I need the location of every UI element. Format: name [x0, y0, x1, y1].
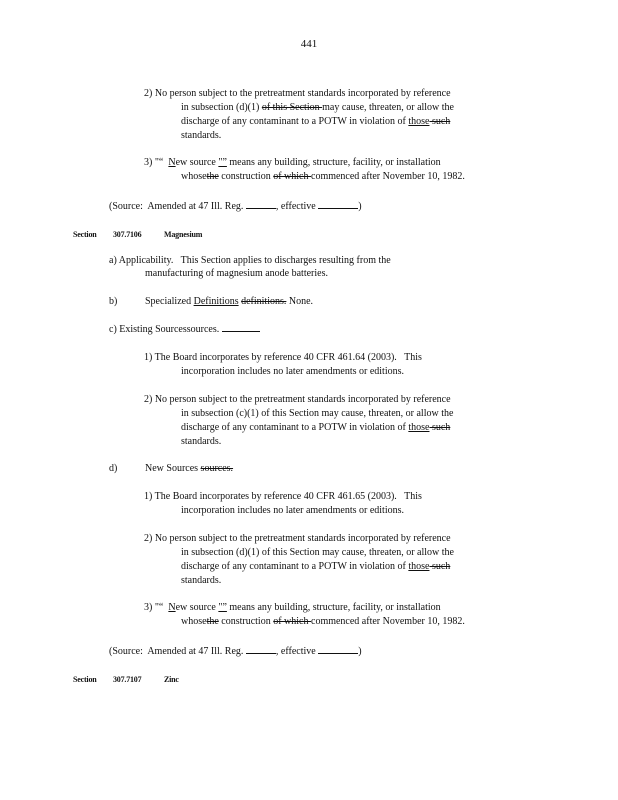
reg-blank: [246, 199, 276, 209]
d3-line-2: whosethe construction of which commenced after November 10, 1982.: [181, 616, 465, 627]
c2-line-2: in subsection (c)(1) of this Section may cause, threaten, or allow the: [181, 408, 454, 419]
item-3-line-2: whosethe construction of which commenced after November 10, 1982.: [181, 171, 465, 182]
item-2-line-2: in subsection (d)(1) of this Section may cause, threaten, or allow the: [181, 102, 454, 113]
d2-line-1: 2) No person subject to the pretreatment standards incorporated by reference: [144, 533, 451, 544]
subsection-b-text: Specialized Definitions definitions. None.: [145, 296, 314, 307]
subsection-a-line-1: a) Applicability. This Section applies to discharges resulting from the: [109, 255, 391, 266]
subsection-b-label: b): [109, 296, 118, 307]
item-2-line-4: standards.: [181, 130, 222, 141]
subsection-a-line-2: manufacturing of magnesium anode batteries.: [145, 268, 328, 279]
subsection-d-label: d): [109, 463, 118, 474]
section-number: 307.7106: [113, 230, 142, 239]
section-word: Section: [73, 675, 97, 684]
d2-line-4: standards.: [181, 575, 222, 586]
item-3-line-1: 3) "“ New source "” means any building, structure, facility, or installation: [144, 157, 441, 168]
d1-line-2: incorporation includes no later amendments or editions.: [181, 505, 404, 516]
c2-line-3: discharge of any contaminant to a POTW in violation of those such: [181, 422, 451, 433]
reg-blank: [246, 644, 276, 654]
source-note-2: (Source: Amended at 47 Ill. Reg. , effective ): [109, 646, 362, 657]
source-note-1: (Source: Amended at 47 Ill. Reg. , effective ): [109, 201, 362, 212]
page-number: 441: [300, 38, 318, 50]
c2-line-1: 2) No person subject to the pretreatment standards incorporated by reference: [144, 394, 451, 405]
d2-line-3: discharge of any contaminant to a POTW in violation of those such: [181, 561, 451, 572]
section-title: Magnesium: [164, 230, 203, 239]
inserted-rule: [222, 324, 260, 332]
d1-line-1: 1) The Board incorporates by reference 40 CFR 461.65 (2003). This: [144, 491, 422, 502]
section-word: Section: [73, 230, 97, 239]
effective-blank: [318, 644, 358, 654]
section-title: Zinc: [164, 675, 179, 684]
c2-line-4: standards.: [181, 436, 222, 447]
c1-line-1: 1) The Board incorporates by reference 40 CFR 461.64 (2003). This: [144, 352, 422, 363]
subsection-c: c) Existing Sourcessources.: [109, 324, 260, 336]
item-2-line-3: discharge of any contaminant to a POTW in violation of those such: [181, 116, 451, 127]
subsection-d-text: New Sources sources.: [145, 463, 234, 474]
d2-line-2: in subsection (d)(1) of this Section may cause, threaten, or allow the: [181, 547, 454, 558]
effective-blank: [318, 199, 358, 209]
section-number: 307.7107: [113, 675, 142, 684]
d3-line-1: 3) "“ New source "” means any building, structure, facility, or installation: [144, 602, 441, 613]
c1-line-2: incorporation includes no later amendments or editions.: [181, 366, 404, 377]
item-2-line-1: 2) No person subject to the pretreatment standards incorporated by reference: [144, 88, 451, 99]
